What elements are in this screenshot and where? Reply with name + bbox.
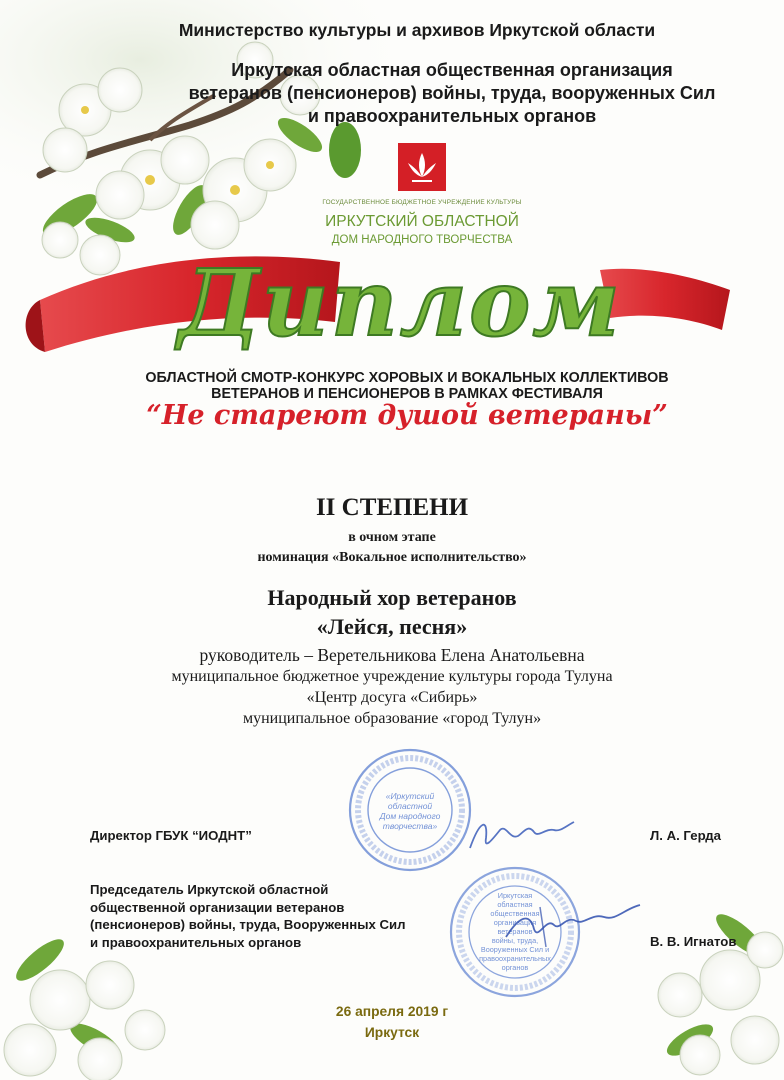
award-degree: II СТЕПЕНИ <box>315 494 469 521</box>
stamp2-text-line3: общественная <box>490 909 540 918</box>
issue-date: 26 апреля 2019 г <box>335 1004 449 1019</box>
chairman-label-line1: Председатель Иркутской областной <box>90 882 329 897</box>
institution-stamp <box>345 745 475 875</box>
recipient-municipality: муниципальное образование «город Тулун» <box>242 710 542 727</box>
issue-city: Иркутск <box>364 1025 420 1040</box>
stamp2-text-line7: Вооруженных Сил и <box>480 945 550 954</box>
director-name: Л. А. Герда <box>650 828 722 843</box>
chairman-signature <box>500 895 650 955</box>
stamp1-text-line4: творчества» <box>382 821 438 831</box>
recipient-name-line2: «Лейся, песня» <box>316 614 468 639</box>
contest-line1: ОБЛАСТНОЙ СМОТР-КОНКУРС ХОРОВЫХ И ВОКАЛЬНЫХ КОЛЛЕКТИВОВ <box>145 370 669 386</box>
logo-title-line2: ДОМ НАРОДНОГО ТВОРЧЕСТВА <box>331 234 513 246</box>
contest-line2: ВЕТЕРАНОВ И ПЕНСИОНЕРОВ В РАМКАХ ФЕСТИВАЛЯ <box>211 386 603 402</box>
stamp2-text-line2: областная <box>497 900 533 909</box>
organization-header-line2: ветеранов (пенсионеров) войны, труда, вооруженных Сил <box>188 83 716 103</box>
stamp1-text-line3: Дом народного <box>379 811 441 821</box>
organization-header-line1: Иркутская областная общественная организация <box>231 60 673 80</box>
chairman-label-line2: общественной организации ветеранов <box>90 899 345 915</box>
festival-title: “Не стареют душой ветераны” <box>146 400 668 431</box>
stamp1-text-line2: областной <box>387 801 433 811</box>
recipient-leader: руководитель – Веретельникова Елена Анатольевна <box>199 645 585 665</box>
logo-small-text: ГОСУДАРСТВЕННОЕ БЮДЖЕТНОЕ УЧРЕЖДЕНИЕ КУЛЬТУРЫ <box>322 199 522 206</box>
director-signature <box>462 810 582 860</box>
award-stage: в очном этапе <box>348 530 436 545</box>
stamp2-text-line1: Иркутская <box>497 891 533 900</box>
chairman-label-line4: и правоохранительных органов <box>90 934 302 950</box>
diploma-title: Диплом <box>178 249 622 357</box>
logo-title-line1: ИРКУТСКИЙ ОБЛАСТНОЙ <box>325 213 519 230</box>
award-nomination: номинация «Вокальное исполнительство» <box>257 550 527 565</box>
stamp2-text-line6: войны, труда, <box>491 936 539 945</box>
recipient-name-line1: Народный хор ветеранов <box>267 585 517 610</box>
director-label: Директор ГБУК “ИОДНТ” <box>90 828 252 843</box>
stamp2-text-line8: правоохранительных <box>479 954 551 963</box>
organization-header-line3: и правоохранительных органов <box>307 106 597 126</box>
recipient-institution-line2: «Центр досуга «Сибирь» <box>306 689 478 706</box>
stamp2-text-line4: организация <box>493 918 537 927</box>
chairman-label <box>90 881 405 951</box>
chairman-label-line3: (пенсионеров) войны, труда, Вооруженных Сил <box>90 917 406 932</box>
institution-logo <box>398 143 446 191</box>
chairman-name: В. В. Игнатов <box>650 934 737 949</box>
recipient-institution-line1: муниципальное бюджетное учреждение культуры города Тулуна <box>171 668 613 685</box>
stamp1-text-line1: «Иркутский <box>385 791 435 801</box>
ministry-header: Министерство культуры и архивов Иркутской области <box>178 20 656 40</box>
stamp2-text-line9: органов <box>501 963 529 972</box>
flower-emblem-icon <box>398 143 446 191</box>
stamp2-text-line5: ветеранов <box>497 927 533 936</box>
